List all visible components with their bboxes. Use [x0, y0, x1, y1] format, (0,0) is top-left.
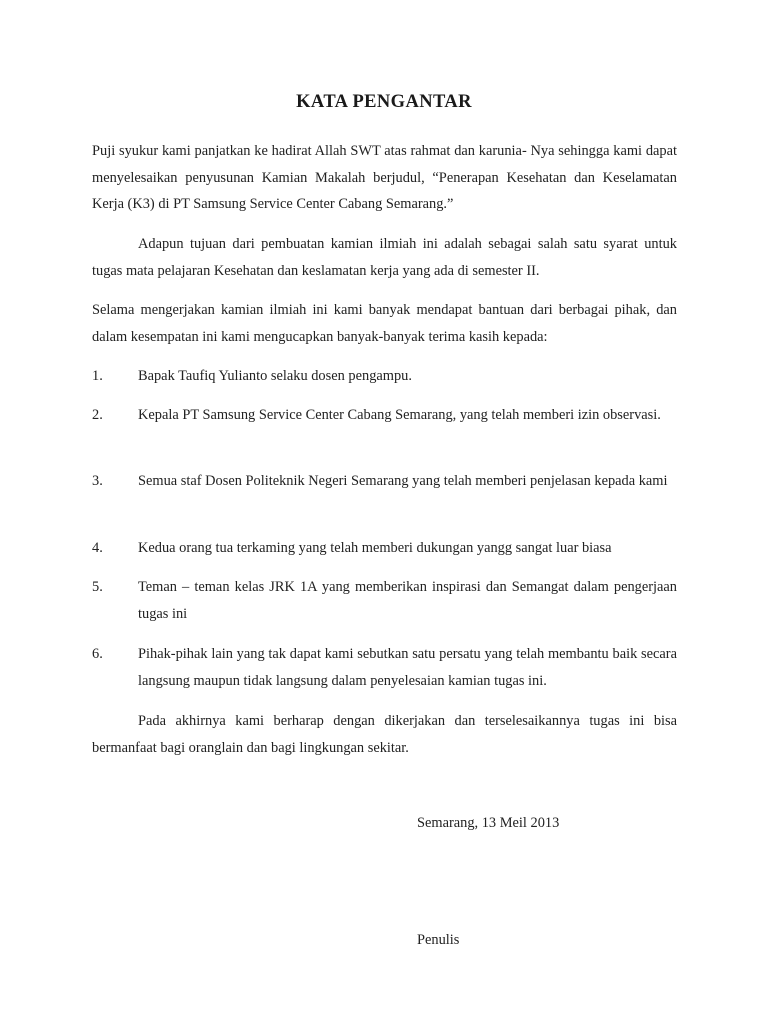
list-item-text: Kepala PT Samsung Service Center Cabang Semarang, yang telah memberi izin observasi. [138, 407, 661, 423]
list-item-number: 5. [92, 579, 103, 595]
page-title: KATA PENGANTAR [296, 92, 472, 112]
list-item-number: 1. [92, 368, 103, 384]
list-item-text: Teman – teman kelas JRK 1A yang memberikan inspirasi dan Semangat dalam pengerjaan tugas ini [138, 579, 677, 622]
signature-author: Penulis [417, 932, 460, 948]
list-item-text: Pihak-pihak lain yang tak dapat kami sebutkan satu persatu yang telah membantu baik secara langsung maupun tidak langsung dalam penyelesaian kamian tugas ini. [138, 646, 677, 689]
paragraph-opening: Puji syukur kami panjatkan ke hadirat Allah SWT atas rahmat dan karunia- Nya sehingga kami dapat menyelesaikan penyusunan Kamian Makalah berjudul, “Penerapan Kesehatan dan Keselamatan Kerja (K3) di PT Samsung Service Center Cabang Semarang.” [92, 143, 677, 212]
paragraph-closing: Pada akhirnya kami berharap dengan dikerjakan dan terselesaikannya tugas ini bisa bermanfaat bagi oranglain dan bagi lingkungan sekitar. [92, 713, 677, 756]
list-item-text: Semua staf Dosen Politeknik Negeri Semarang yang telah memberi penjelasan kepada kami [138, 473, 668, 489]
list-item-number: 4. [92, 540, 103, 556]
list-item-number: 6. [92, 646, 103, 662]
list-item-text: Bapak Taufiq Yulianto selaku dosen pengampu. [138, 368, 412, 384]
paragraph-purpose: Adapun tujuan dari pembuatan kamian ilmiah ini adalah sebagai salah satu syarat untuk tugas mata pelajaran Kesehatan dan keslamatan kerja yang ada di semester II. [92, 236, 677, 279]
paragraph-thanks-intro: Selama mengerjakan kamian ilmiah ini kami banyak mendapat bantuan dari berbagai pihak, dan dalam kesempatan ini kami mengucapkan banyak-banyak terima kasih kepada: [92, 302, 677, 345]
list-item-text: Kedua orang tua terkaming yang telah memberi dukungan yangg sangat luar biasa [138, 540, 612, 556]
list-item-number: 2. [92, 407, 103, 423]
signature-place-date: Semarang, 13 Meil 2013 [417, 815, 560, 831]
list-item-number: 3. [92, 473, 103, 489]
